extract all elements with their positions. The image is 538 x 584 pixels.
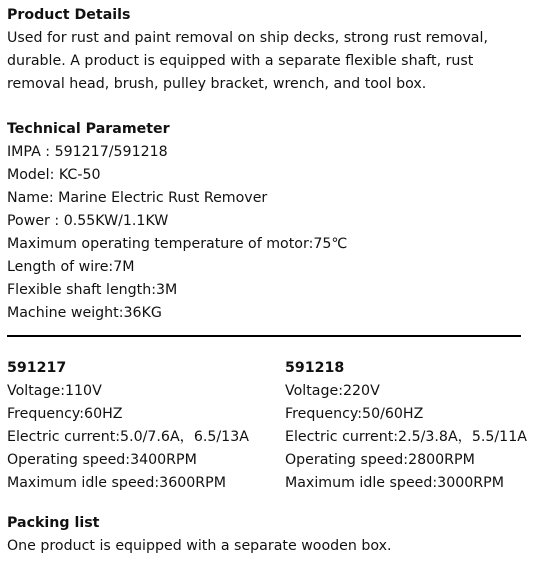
model-specs — [7, 357, 531, 495]
tech-param-impa: IMPA : 591217/591218 — [7, 144, 168, 160]
tech-param-name: Name: Marine Electric Rust Remover — [7, 190, 268, 206]
spacer — [7, 495, 531, 512]
model-current: Electric current:5.0/7.6A，6.5/13A — [7, 429, 249, 445]
tech-param-wire-length: Length of wire:7M — [7, 259, 135, 275]
model-591217-column — [7, 357, 285, 495]
section-divider — [7, 335, 521, 337]
product-details-heading: Product Details — [7, 7, 131, 23]
product-details-line-3: removal head, brush, pulley bracket, wrench, and tool box. — [7, 76, 427, 92]
spacer — [7, 96, 531, 118]
model-frequency: Frequency:50/60HZ — [285, 406, 424, 422]
model-code: 591218 — [285, 360, 345, 376]
tech-param-weight: Machine weight:36KG — [7, 305, 162, 321]
model-operating-speed: Operating speed:2800RPM — [285, 452, 475, 468]
model-idle-speed: Maximum idle speed:3600RPM — [7, 475, 226, 491]
technical-parameter-heading: Technical Parameter — [7, 121, 170, 137]
tech-param-shaft-length: Flexible shaft length:3M — [7, 282, 178, 298]
tech-param-max-temp: Maximum operating temperature of motor:75℃ — [7, 236, 348, 252]
tech-param-model: Model: KC-50 — [7, 167, 101, 183]
model-current: Electric current:2.5/3.8A，5.5/11A — [285, 429, 527, 445]
model-code: 591217 — [7, 360, 67, 376]
model-operating-speed: Operating speed:3400RPM — [7, 452, 197, 468]
model-idle-speed: Maximum idle speed:3000RPM — [285, 475, 504, 491]
packing-list-heading: Packing list — [7, 515, 100, 531]
product-details-line-1: Used for rust and paint removal on ship decks, strong rust removal, — [7, 30, 488, 46]
product-document — [7, 4, 531, 558]
model-voltage: Voltage:220V — [285, 383, 380, 399]
product-details-line-2: durable. A product is equipped with a separate flexible shaft, rust — [7, 53, 474, 69]
tech-param-power: Power : 0.55KW/1.1KW — [7, 213, 169, 229]
packing-list-text: One product is equipped with a separate wooden box. — [7, 538, 392, 554]
model-591218-column — [285, 357, 525, 495]
model-frequency: Frequency:60HZ — [7, 406, 123, 422]
model-voltage: Voltage:110V — [7, 383, 102, 399]
